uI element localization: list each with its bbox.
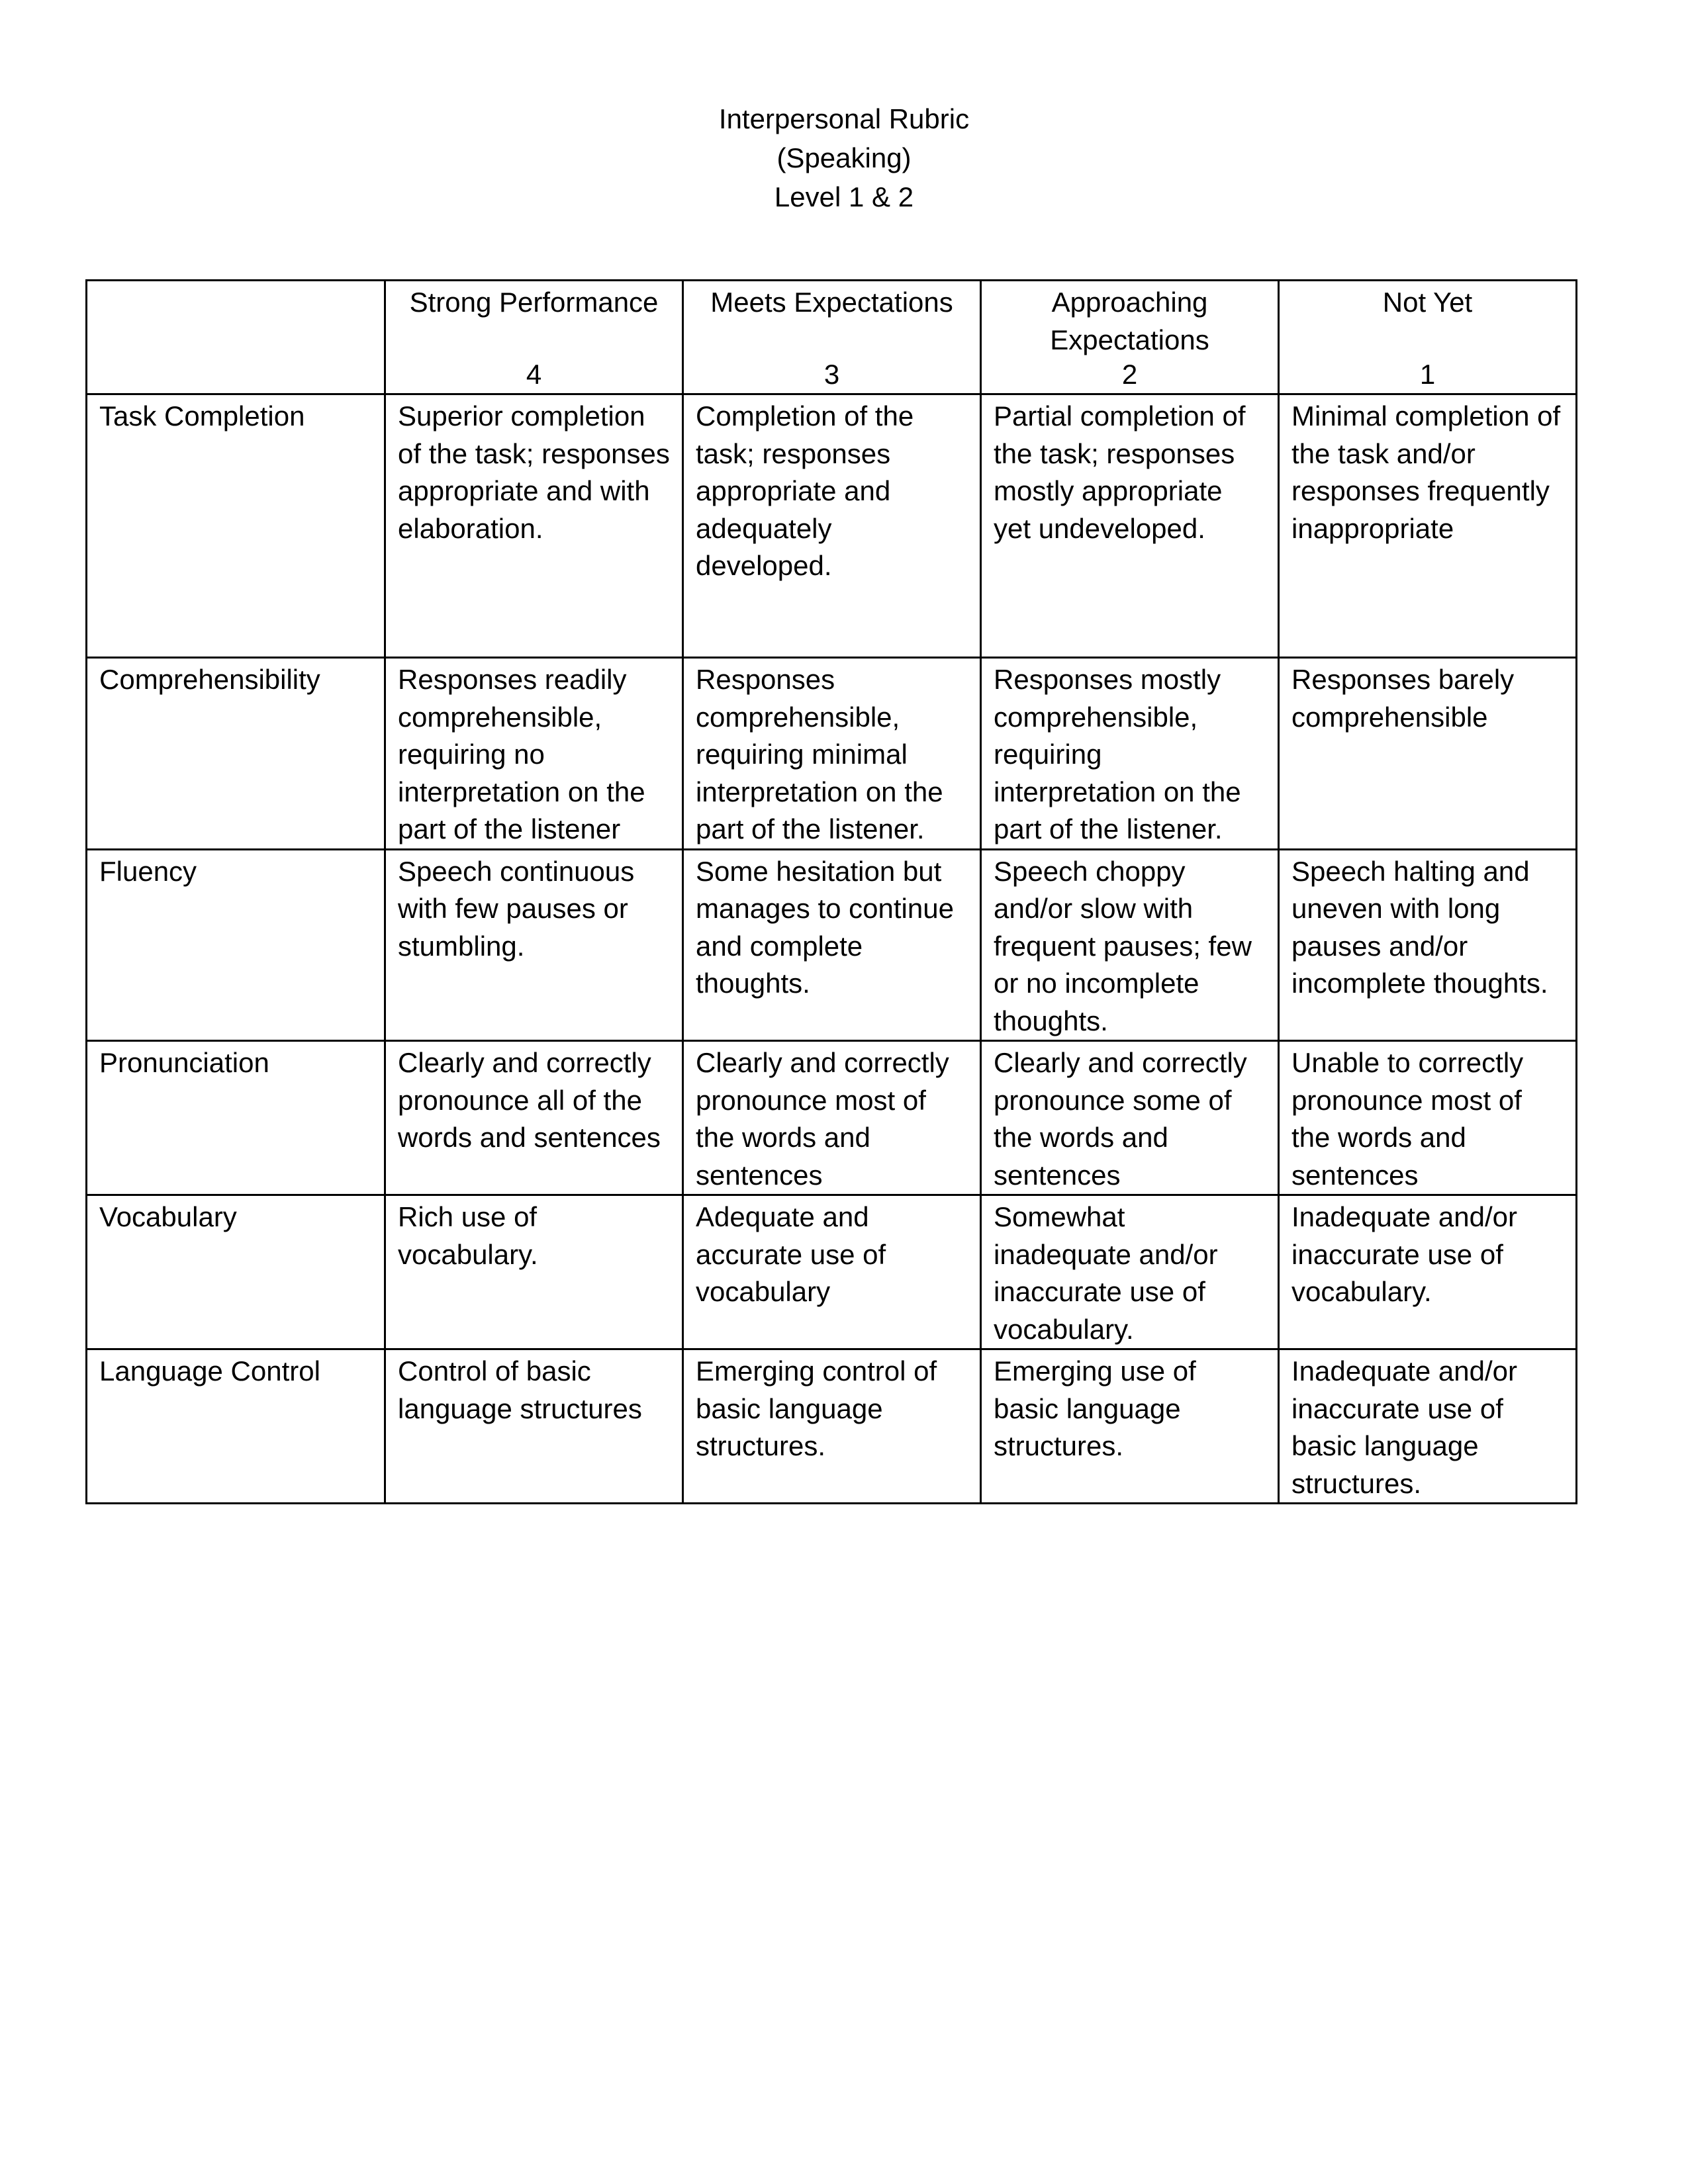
rubric-row-pronunciation [87,1041,1577,1195]
column-label: Strong Performance [409,287,659,318]
descriptor-cell-score-1: Minimal completion of the task and/or responses frequently inappropriate [1279,394,1577,658]
descriptor-cell-score-4: Speech continuous with few pauses or stumbling. [385,849,683,1041]
criterion-cell: Fluency [87,849,385,1041]
descriptor-cell-score-2: Clearly and correctly pronounce some of the words and sentences [981,1041,1279,1195]
descriptor-cell-score-1: Responses barely comprehensible [1279,658,1577,850]
rubric-row-task-completion [87,394,1577,658]
descriptor-cell-score-4: Control of basic language structures [385,1349,683,1504]
header-cell-meets-expectations [683,281,981,394]
header-row [87,281,1577,394]
header-cell-not-yet [1279,281,1577,394]
descriptor-cell-score-3: Responses comprehensible, requiring minimal interpretation on the part of the listener. [683,658,981,850]
title-line-rubric-name: Interpersonal Rubric [718,103,970,134]
descriptor-cell-score-4: Clearly and correctly pronounce all of the words and sentences [385,1041,683,1195]
descriptor-cell-score-1: Unable to correctly pronounce most of the words and sentences [1279,1041,1577,1195]
column-label: Not Yet [1382,287,1473,318]
column-score: 3 [823,358,840,390]
header-cell-approaching-expectations [981,281,1279,394]
descriptor-cell-score-4: Rich use of vocabulary. [385,1195,683,1349]
column-score: 4 [526,358,542,390]
descriptor-cell-score-3: Clearly and correctly pronounce most of the words and sentences [683,1041,981,1195]
document-title [0,99,1688,216]
column-label: Approaching Expectations [1050,287,1209,355]
descriptor-cell-score-1: Inadequate and/or inaccurate use of vocabulary. [1279,1195,1577,1349]
descriptor-cell-score-2: Partial completion of the task; responses mostly appropriate yet undeveloped. [981,394,1279,658]
rubric-row-comprehensibility [87,658,1577,850]
header-cell-strong-performance [385,281,683,394]
descriptor-cell-score-1: Inadequate and/or inaccurate use of basic language structures. [1279,1349,1577,1504]
descriptor-cell-score-3: Emerging control of basic language structures. [683,1349,981,1504]
criterion-cell: Pronunciation [87,1041,385,1195]
column-score: 2 [1121,358,1138,390]
criterion-cell: Comprehensibility [87,658,385,850]
descriptor-cell-score-4: Superior completion of the task; responses appropriate and with elaboration. [385,394,683,658]
descriptor-cell-score-3: Adequate and accurate use of vocabulary [683,1195,981,1349]
column-score: 1 [1419,358,1436,390]
descriptor-cell-score-4: Responses readily comprehensible, requiring no interpretation on the part of the listener [385,658,683,850]
descriptor-cell-score-2: Responses mostly comprehensible, requiring interpretation on the part of the listener. [981,658,1279,850]
rubric-table [85,279,1577,1504]
descriptor-cell-score-1: Speech halting and uneven with long pauses and/or incomplete thoughts. [1279,849,1577,1041]
descriptor-cell-score-2: Speech choppy and/or slow with frequent pauses; few or no incomplete thoughts. [981,849,1279,1041]
criterion-cell: Vocabulary [87,1195,385,1349]
header-corner-cell [87,281,385,394]
title-line-level: Level 1 & 2 [774,181,914,212]
column-label: Meets Expectations [710,287,953,318]
criterion-cell: Language Control [87,1349,385,1504]
rubric-row-fluency [87,849,1577,1041]
descriptor-cell-score-2: Somewhat inadequate and/or inaccurate use of vocabulary. [981,1195,1279,1349]
descriptor-cell-score-3: Completion of the task; responses appropriate and adequately developed. [683,394,981,658]
title-line-skill: (Speaking) [776,142,912,173]
rubric-row-vocabulary [87,1195,1577,1349]
descriptor-cell-score-3: Some hesitation but manages to continue and complete thoughts. [683,849,981,1041]
descriptor-cell-score-2: Emerging use of basic language structures. [981,1349,1279,1504]
rubric-row-language-control [87,1349,1577,1504]
criterion-cell: Task Completion [87,394,385,658]
